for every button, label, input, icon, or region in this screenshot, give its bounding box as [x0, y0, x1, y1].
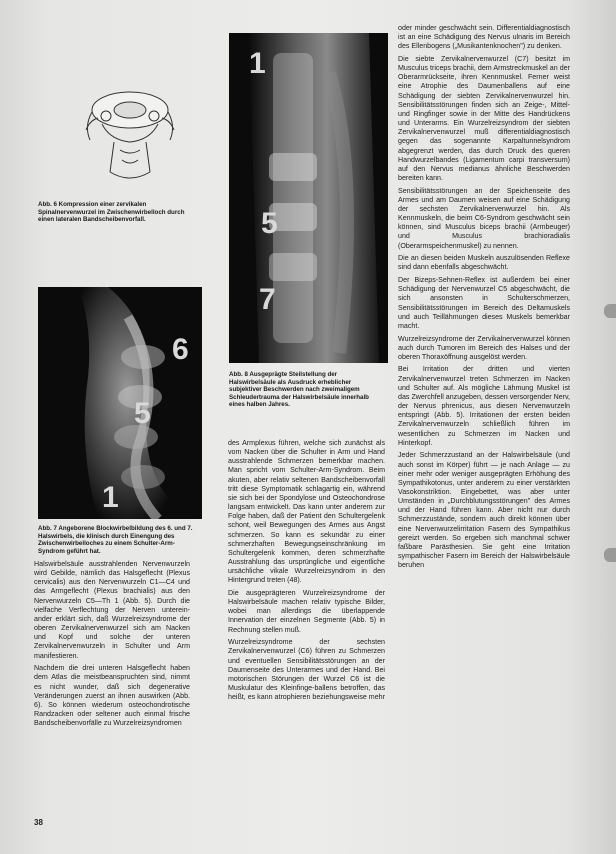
paragraph: Der Bizeps-Sehnen-Reflex ist außerdem bei einer Schädigung der Nervenwurzel C5 abgeschwächt, die sich ansonsten in Schulterschmerzen, Sensibilitätsstörungen im Bereich des Deltamuskels und auch Teillähmungen dieses Muskels bemerkbar macht.: [398, 276, 570, 330]
text-column-right: [398, 24, 570, 574]
xray-label-7: 7: [259, 283, 276, 316]
paragraph: Wurzelreizsyndrome der Zervikalnervenwurzel können auch durch Tumoren im Bereich des Halses und der oberen Thoraxöffnung ausgelöst werden.: [398, 334, 570, 361]
paragraph: Bei Irritation der dritten und vierten Zervikalnervenwurzel treten Schmerzen im Nacken und Schulter auf. Als mögliche Lähmung Muskel ist das Zwerchfell anzugeben, dessen versorgender Nerv, der Nervus phrenicus, aus diesen Nervenwurzeln entspringt (Abb. 5). Irritationen der ersten beiden Zervikalnervenwurzeln schließlich führen im wesentlichen zu Schmerzen im Nacken und Hinterkopf.: [398, 365, 570, 447]
paragraph: Die siebte Zervikalnervenwurzel (C7) besitzt im Musculus triceps brachii, dem Armstreckmuskel an der Oberarmrückseite, ihren Kennmuskel. Ferner weist eine Atrophie des Daumenballens auf eine Schädigung der siebten Zervikalnervenwurzel hin. Sensibilitätsstörungen finden sich an Zeige-, Mittel- und Ringfinger sowie in der Mitte des Handrückens und Unterarms. Ein Wurzelreizsyndrom der siebten Zervikalnervenwurzel muß differentialdiagnostisch gegen das sogenannte Karpaltunnelsyndrom abgegrenzt werden, das durch Druck des queren Handwurzelbandes (Ligamentum carpi transversum) auf den Nervus medianus ähnliche Beschwerden bereiten kann.: [398, 54, 570, 182]
xray-figure-8: [229, 33, 388, 363]
xray-spine-icon: [38, 287, 202, 519]
vertebra-drawing-icon: [80, 80, 180, 190]
xray-neck-icon: [229, 33, 388, 363]
figure-8-caption: Abb. 8 Ausgeprägte Steilstellung der Halswirbelsäule als Ausdruck erheblicher subjektiver Beschwerden nach zweimaligem Schleudertrauma der Halswirbelsäule innerhalb eines halben Jahres.: [229, 371, 369, 409]
text-column-left: [34, 560, 190, 732]
paragraph: Jeder Schmerzzustand an der Halswirbelsäule (und auch sonst im Körper) führt — je nach Anlage — zu einer mehr oder weniger ausgeprägten Erhöhung des Sympathikotonus, unter anderem zu einer verstärkten Vasokonstriktion. Eingebettet, was aber unter Umständen in „Durchblutungsstörungen" des Armes und der Hand führen kann. Aber nicht nur durch Schmerzzustände, sondern auch direkt können über eine Nervenwurzelirritation Fasern des Sympathikus gereizt werden. So ergeben sich manchmal schwer faßbare Parästhesien. Sie geht eine Irritation sympathischer Fasern im Bereich der Halswirbelsäule beruhen: [398, 451, 570, 570]
vertebra-illustration: [80, 80, 180, 190]
binder-clip-icon: [604, 548, 616, 562]
paragraph: Die ausgeprägteren Wurzelreizsyndrome der Halswirbelsäule machen relativ typische Bilder, wobei man allerdings die überlappende Innervation der einzelnen Segmente (Abb. 5) in Rechnung stellen muß.: [228, 589, 385, 634]
paragraph: des Armplexus führen, welche sich zunächst als vom Nacken über die Schulter in Arm und Hand ausstrahlende Schmerzen bemerkbar machen. Man spricht vom Schulter-Arm-Syndrom. Beim akuten, aber relativ seltenen Bandscheibenvorfall tritt diese Symptomatik schlagartig ein, während sie sich bei der Spondylose und Osteochondrose langsam entwickelt. Das kann unter anderem zur Folge haben, daß der Patient den Schultergelenk schont, weil Bewegungen des Armes aus Angst schmerzen. So kann es sekundär zu einer schmerzhaften Bewegungseinschränkung im Schultergelenk kommen, deren schmerzhafte Ausstrahlung das ursprüngliche und eigentliche ursächliche vikale Wurzelreizsyndrom in den Hintergrund treten (48).: [228, 439, 385, 585]
xray-figure-7: [38, 287, 202, 519]
figure-7-caption: Abb. 7 Angeborene Blockwirbelbildung des 6. und 7. Halswirbels, die klinisch durch Einengung des Zwischenwirbelloches zu einem Schulter-Arm-Syndrom geführt hat.: [38, 525, 193, 555]
paragraph: Nachdem die drei unteren Halsgeflecht haben dem Atlas die meistbeanspruchten sind, nimmt es nicht wunder, daß sich degenerative Veränderungen zuerst an ihnen auswirken (Abb. 6). So können wiederum osteochondrotische Randzacken oder seltener auch einmal frische Bandscheibenvorfälle zu Wurzelreizsyndromen: [34, 664, 190, 728]
paragraph: oder minder geschwächt sein. Differentialdiagnostisch ist an eine Schädigung des Nervus ulnaris im Bereich des Ellenbogens („Musikantenknochen") zu denken.: [398, 24, 570, 51]
xray-label-5: 5: [134, 397, 151, 430]
paragraph: Die an diesen beiden Muskeln auszulösenden Reflexe sind dann ebenfalls abgeschwächt.: [398, 254, 570, 272]
xray-label-5: 5: [261, 207, 278, 240]
xray-label-1: 1: [102, 481, 119, 514]
figure-6-caption: Abb. 6 Kompression einer zervikalen Spinalnervenwurzel im Zwischenwirbelloch durch einen lateralen Bandscheibenvorfall.: [38, 201, 185, 224]
xray-label-6: 6: [172, 333, 189, 366]
binder-clip-icon: [604, 304, 616, 318]
text-column-middle: [228, 439, 385, 706]
paragraph: Halswirbelsäule ausstrahlenden Nervenwurzeln wird Gebilde, nämlich das Halsgeflecht (Plexus cervicalis) aus den Nervenwurzeln C1—C4 und das Armgeflecht (Plexus brachialis) aus den Nervenwurzeln C5—Th 1 (Abb. 5). Durch die vielfache Verflechtung der Nerven unterein- ander erklärt sich, daß Wurzelreizsyndrome der oberen Zervikalnervenwurzel sich am Nacken und Kopf und solche der unteren Zervikalnervenwurzeln in Schulter und Arm manifestieren.: [34, 560, 190, 660]
page-number: 38: [34, 818, 43, 827]
paragraph: Wurzelreizsyndrome der sechsten Zervikalnervenwurzel (C6) führen zu Schmerzen und eventuellen Sensibilitätsstörungen an der Daumenseite des Unterarmes und der Hand. Bei motorischen Störungen der Wurzel C6 ist die Muskulatur des Kleinfinge-ballens betroffen, das heißt, es kann atrophieren beziehungsweise mehr: [228, 638, 385, 702]
paragraph: Sensibilitätsstörungen an der Speichenseite des Armes und am Daumen weisen auf eine Schädigung der sechsten Zervikalnervenwurzel hin. Als Kennmuskeln, die beim C6-Syndrom geschwächt sein können, sind Musculus biceps brachii (Armbeuger) und Musculus brachioradialis (Oberarmspeichenmuskel) zu nennen.: [398, 186, 570, 250]
xray-label-1: 1: [249, 47, 266, 80]
